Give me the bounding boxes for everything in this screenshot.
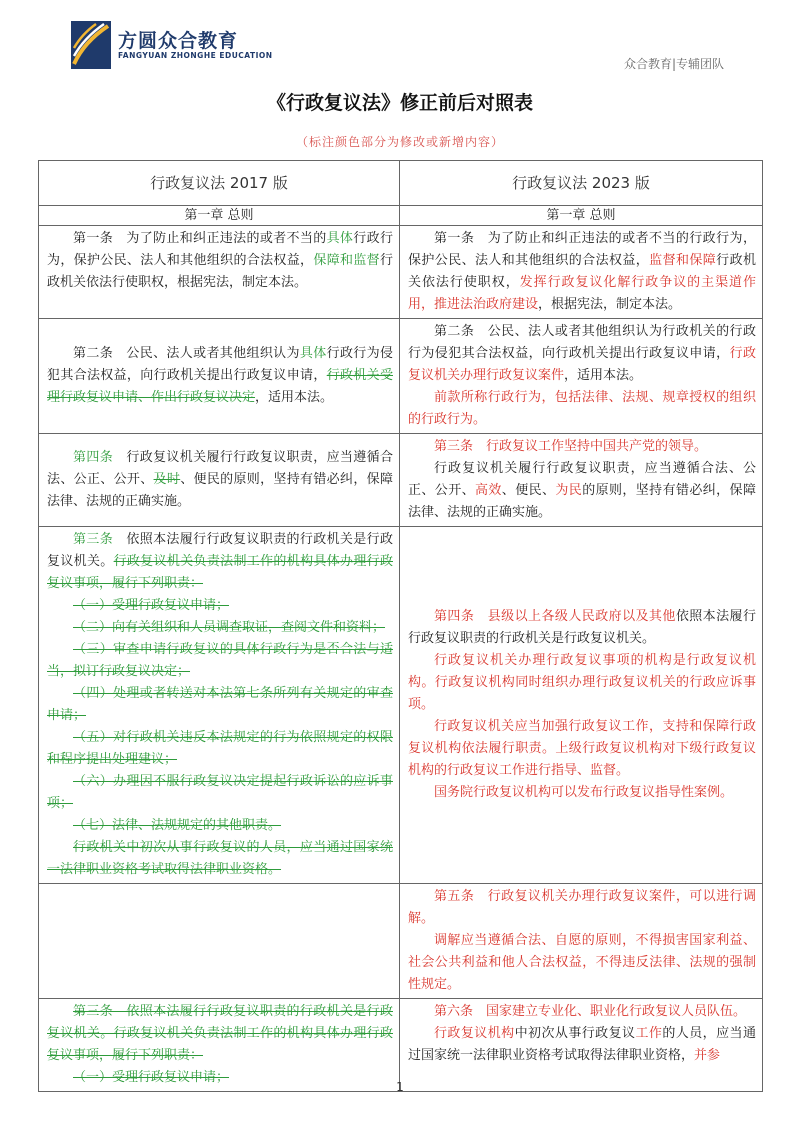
article-cell-left: 第三条 依照本法履行行政复议职责的行政机关是行政复议机关。行政复议机关负责法制工作的机构具体办理行政复议事项，履行下列职责： （一）受理行政复议申请； （二）向有关组织和人员调查取证，查阅文件和资料； （三）审查申请行政复议的具体行政行为是否合法与适当，拟订行政复议决定； （四）处理或者转送对本法第七条所列有关规定的审查申请； （五）对行政机关违反本法规定的行为依照规定的权限和程序提出处理建议； （六）办理因不服行政复议决定提起行政诉讼的应诉事项； （七）法律、法规规定的其他职责。 行政机关中初次从事行政复议的人员，应当通过国家统一法律职业资格考试取得法律职业资格。 [39, 527, 400, 884]
table-row [39, 527, 763, 884]
chapter-right: 第一章 总则 [400, 206, 763, 226]
comparison-table [38, 160, 763, 1092]
article-cell-right: 第三条 行政复议工作坚持中国共产党的领导。 行政复议机关履行行政复议职责，应当遵循合法、公正、公开、高效、便民、为民的原则，坚持有错必纠，保障法律、法规的正确实施。 [400, 434, 763, 527]
article-cell-right: 第五条 行政复议机关办理行政复议案件，可以进行调解。 调解应当遵循合法、自愿的原则，不得损害国家利益、社会公共利益和他人合法权益，不得违反法律、法规的强制性规定。 [400, 884, 763, 999]
table-row [39, 999, 763, 1092]
table-row [39, 226, 763, 319]
logo-text: 方圆众合教育 [118, 30, 239, 52]
team-label: 众合教育|专辅团队 [623, 57, 724, 71]
color-note: （标注颜色部分为修改或新增内容） [295, 135, 504, 149]
article-cell-right: 第二条 公民、法人或者其他组织认为行政机关的行政行为侵犯其合法权益，向行政机关提出行政复议申请，行政复议机关办理行政复议案件，适用本法。 前款所称行政行为，包括法律、法规、规章授权的组织的行政行为。 [400, 319, 763, 434]
page-number: 1 [396, 1080, 404, 1094]
article-cell-right: 第六条 国家建立专业化、职业化行政复议人员队伍。 行政复议机构中初次从事行政复议工作的人员，应当通过国家统一法律职业资格考试取得法律职业资格，并参 [400, 999, 763, 1092]
article-cell-left-empty [39, 884, 400, 999]
article-cell-right: 第四条 县级以上各级人民政府以及其他依照本法履行行政复议职责的行政机关是行政复议机关。 行政复议机关办理行政复议事项的机构是行政复议机构。行政复议机构同时组织办理行政复议机关的行政应诉事项。 行政复议机关应当加强行政复议工作，支持和保障行政复议机构依法履行职责。上级行政复议机构对下级行政复议机构的行政复议工作进行指导、监督。 国务院行政复议机构可以发布行政复议指导性案例。 [400, 527, 763, 884]
article-cell-left: 第三条 依照本法履行行政复议职责的行政机关是行政复议机关。行政复议机关负责法制工作的机构具体办理行政复议事项，履行下列职责： （一）受理行政复议申请； [39, 999, 400, 1092]
table-row [39, 319, 763, 434]
chapter-left: 第一章 总则 [39, 206, 400, 226]
logo-mark-icon [70, 20, 112, 70]
article-cell-left: 第二条 公民、法人或者其他组织认为具体行政行为侵犯其合法权益，向行政机关提出行政复议申请，行政机关受理行政复议申请、作出行政复议决定，适用本法。 [39, 319, 400, 434]
col-header-2023: 行政复议法 2023 版 [400, 161, 763, 206]
table-row [39, 434, 763, 527]
table-row [39, 884, 763, 999]
col-header-2017: 行政复议法 2017 版 [39, 161, 400, 206]
logo-subtext: FANGYUAN ZHONGHE EDUCATION [118, 51, 273, 60]
chapter-row [39, 206, 763, 226]
table-header-row [39, 161, 763, 206]
article-cell-right: 第一条 为了防止和纠正违法的或者不当的行政行为，保护公民、法人和其他组织的合法权益，监督和保障行政机关依法行使职权，发挥行政复议化解行政争议的主渠道作用，推进法治政府建设，根据宪法，制定本法。 [400, 226, 763, 319]
article-cell-left: 第一条 为了防止和纠正违法的或者不当的具体行政行为，保护公民、法人和其他组织的合法权益，保障和监督行政机关依法行使职权，根据宪法，制定本法。 [39, 226, 400, 319]
page-title: 《行政复议法》修正前后对照表 [266, 92, 533, 114]
article-cell-left: 第四条 行政复议机关履行行政复议职责，应当遵循合法、公正、公开、及时、便民的原则，坚持有错必纠，保障法律、法规的正确实施。 [39, 434, 400, 527]
